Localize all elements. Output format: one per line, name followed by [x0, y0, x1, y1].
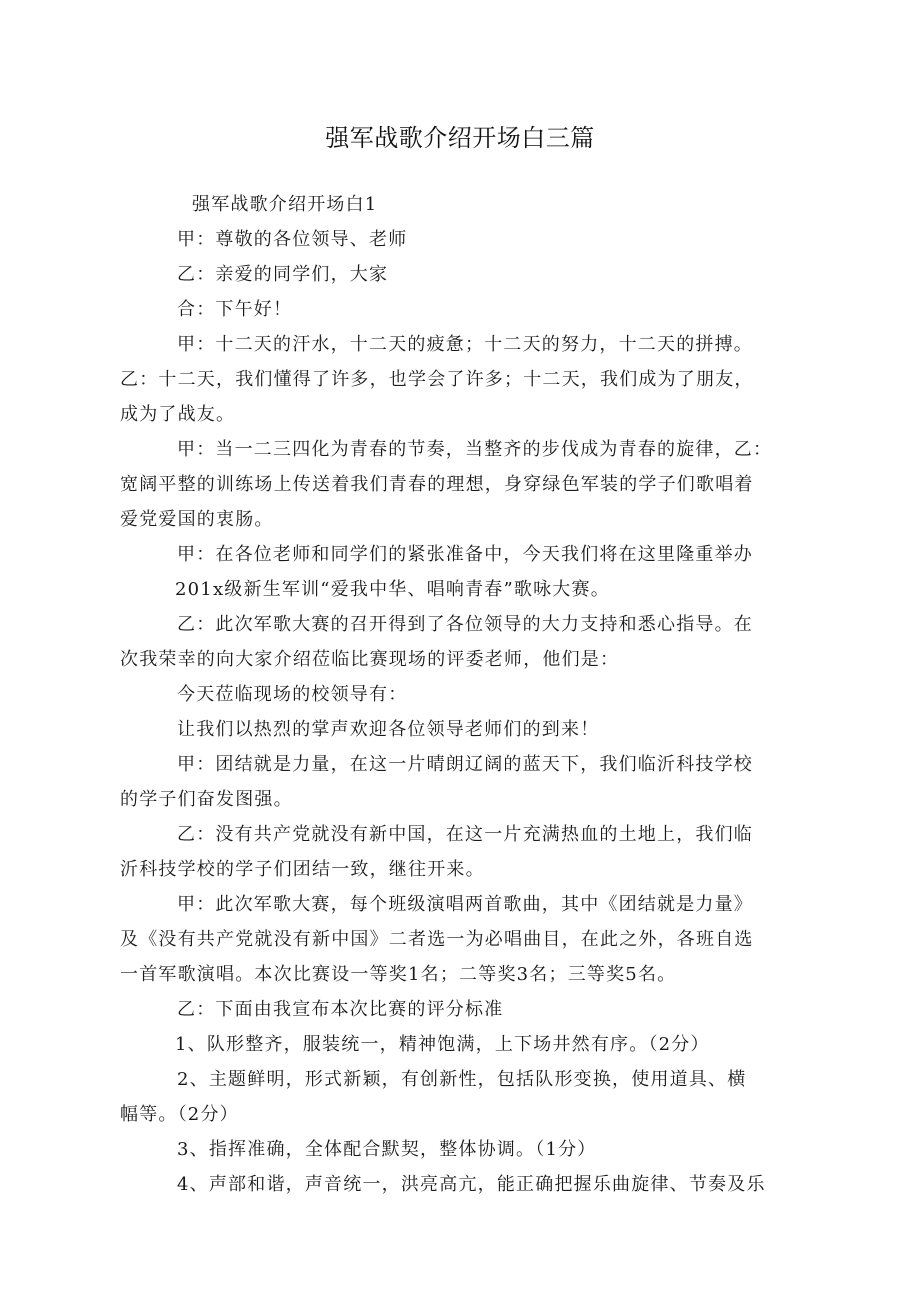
- text-line: 成为了战友。: [120, 404, 236, 425]
- text-line: 让我们以热烈的掌声欢迎各位领导老师们的到来！: [177, 719, 600, 740]
- text-line: 甲：十二天的汗水，十二天的疲惫；十二天的努力，十二天的拼搏。: [177, 334, 753, 355]
- text-line: 一首军歌演唱。本次比赛设一等奖1名；二等奖3名；三等奖5名。: [120, 964, 677, 985]
- text-line: 强军战歌介绍开场白1: [192, 194, 378, 215]
- text-line: 甲：团结就是力量，在这一片晴朗辽阔的蓝天下，我们临沂科技学校: [177, 754, 753, 775]
- text-line: 沂科技学校的学子们团结一致，继往开来。: [120, 859, 485, 880]
- text-line: 1、队形整齐，服装统一，精神饱满，上下场井然有序。（2分）: [175, 1034, 710, 1055]
- text-line: 的学子们奋发图强。: [120, 789, 293, 810]
- page-title: 强军战歌介绍开场白三篇: [325, 124, 595, 152]
- text-line: 合：下午好！: [177, 299, 293, 320]
- text-line: 4、声部和谐，声音统一，洪亮高亢，能正确把握乐曲旋律、节奏及乐: [177, 1174, 766, 1195]
- text-line: 3、指挥准确，全体配合默契，整体协调。（1分）: [177, 1139, 597, 1160]
- text-line: 甲：当一二三四化为青春的节奏，当整齐的步伐成为青春的旋律，乙：: [177, 439, 773, 460]
- text-line: 宽阔平整的训练场上传送着我们青春的理想，身穿绿色军装的学子们歌唱着: [120, 474, 754, 495]
- text-line: 2、主题鲜明，形式新颖，有创新性，包括队形变换，使用道具、横: [177, 1069, 747, 1090]
- text-line: 次我荣幸的向大家介绍莅临比赛现场的评委老师，他们是：: [120, 649, 620, 670]
- text-line: 乙：此次军歌大赛的召开得到了各位领导的大力支持和悉心指导。在: [177, 614, 753, 635]
- text-line: 今天莅临现场的校领导有：: [177, 684, 408, 705]
- text-line: 乙：没有共产党就没有新中国，在这一片充满热血的土地上，我们临: [177, 824, 753, 845]
- text-line: 甲：此次军歌大赛，每个班级演唱两首歌曲，其中《团结就是力量》: [177, 894, 753, 915]
- text-line: 甲：尊敬的各位领导、老师: [177, 229, 408, 250]
- text-line: 乙：十二天，我们懂得了许多，也学会了许多；十二天，我们成为了朋友，: [120, 369, 754, 390]
- text-line: 及《没有共产党就没有新中国》二者选一为必唱曲目，在此之外，各班自选: [120, 929, 754, 950]
- text-line: 201x级新生军训“爱我中华、唱响青春”歌咏大赛。: [175, 579, 610, 600]
- text-line: 甲：在各位老师和同学们的紧张准备中，今天我们将在这里隆重举办: [177, 544, 753, 565]
- text-line: 幅等。（2分）: [120, 1104, 239, 1125]
- text-line: 乙：下面由我宣布本次比赛的评分标准: [177, 999, 504, 1020]
- text-line: 乙：亲爱的同学们，大家: [177, 264, 389, 285]
- text-line: 爱党爱国的衷肠。: [120, 509, 274, 530]
